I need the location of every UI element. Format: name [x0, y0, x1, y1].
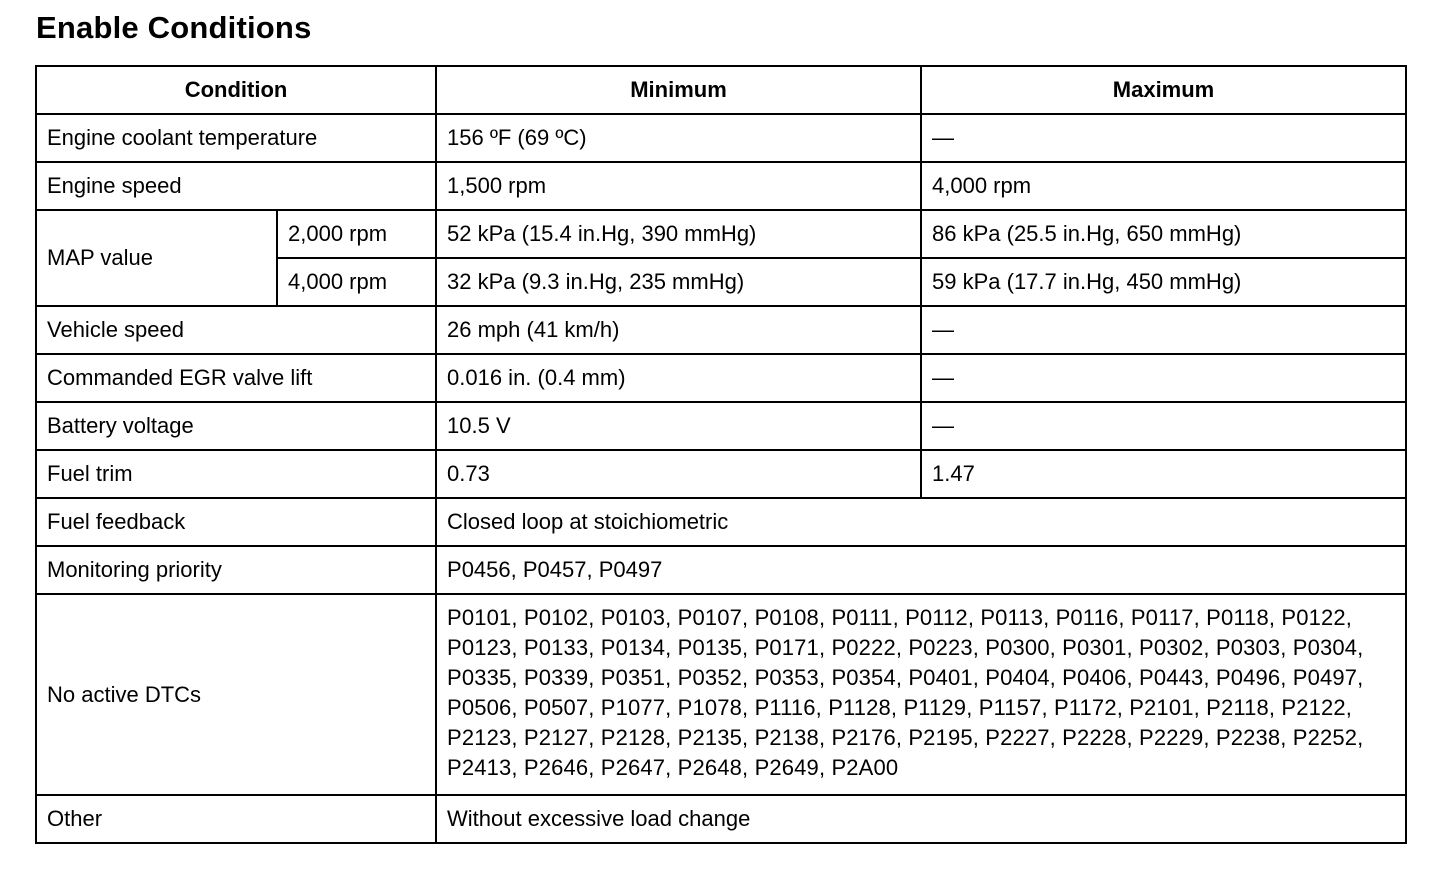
- sub-condition-rpm: 2,000 rpm: [277, 210, 436, 258]
- minimum-value: 156 ºF (69 ºC): [436, 114, 921, 162]
- condition-label: Vehicle speed: [36, 306, 436, 354]
- minimum-value: 0.016 in. (0.4 mm): [436, 354, 921, 402]
- table-row-vehicle-speed: [36, 306, 1406, 354]
- header-maximum: Maximum: [921, 66, 1406, 114]
- maximum-value: 1.47: [921, 450, 1406, 498]
- table-row-fuel-feedback: [36, 498, 1406, 546]
- table-row-battery-voltage: [36, 402, 1406, 450]
- minimum-value: 1,500 rpm: [436, 162, 921, 210]
- minimum-value: 0.73: [436, 450, 921, 498]
- condition-label: Engine coolant temperature: [36, 114, 436, 162]
- maximum-value: 86 kPa (25.5 in.Hg, 650 mmHg): [921, 210, 1406, 258]
- table-row-engine-speed: [36, 162, 1406, 210]
- minimum-value: 52 kPa (15.4 in.Hg, 390 mmHg): [436, 210, 921, 258]
- table-row-commanded-egr-valve-lift: [36, 354, 1406, 402]
- table-row-other: [36, 795, 1406, 843]
- minimum-value: 10.5 V: [436, 402, 921, 450]
- minimum-value: 26 mph (41 km/h): [436, 306, 921, 354]
- maximum-value: —: [921, 402, 1406, 450]
- enable-conditions-table: [35, 65, 1407, 844]
- condition-label: No active DTCs: [36, 594, 436, 795]
- condition-label: Battery voltage: [36, 402, 436, 450]
- header-row: [36, 66, 1406, 114]
- condition-label: Monitoring priority: [36, 546, 436, 594]
- header-minimum: Minimum: [436, 66, 921, 114]
- maximum-value: —: [921, 114, 1406, 162]
- header-condition: Condition: [36, 66, 436, 114]
- condition-label: Fuel trim: [36, 450, 436, 498]
- condition-label: Engine speed: [36, 162, 436, 210]
- condition-label: Fuel feedback: [36, 498, 436, 546]
- table-row-fuel-trim: [36, 450, 1406, 498]
- maximum-value: —: [921, 354, 1406, 402]
- condition-value: Without excessive load change: [436, 795, 1406, 843]
- maximum-value: 4,000 rpm: [921, 162, 1406, 210]
- table-row-engine-coolant-temperature: [36, 114, 1406, 162]
- table-row-map-value-2000: [36, 210, 1406, 258]
- condition-value: Closed loop at stoichiometric: [436, 498, 1406, 546]
- condition-label: Commanded EGR valve lift: [36, 354, 436, 402]
- condition-label: MAP value: [36, 210, 277, 306]
- minimum-value: 32 kPa (9.3 in.Hg, 235 mmHg): [436, 258, 921, 306]
- table-row-no-active-dtcs: [36, 594, 1406, 795]
- condition-value: P0456, P0457, P0497: [436, 546, 1406, 594]
- table-row-monitoring-priority: [36, 546, 1406, 594]
- sub-condition-rpm: 4,000 rpm: [277, 258, 436, 306]
- page-title: Enable Conditions: [36, 10, 312, 45]
- maximum-value: 59 kPa (17.7 in.Hg, 450 mmHg): [921, 258, 1406, 306]
- maximum-value: —: [921, 306, 1406, 354]
- dtc-list: P0101, P0102, P0103, P0107, P0108, P0111, P0112, P0113, P0116, P0117, P0118, P0122, P0123, P0133, P0134, P0135, P0171, P0222, P0223, P0300, P0301, P0302, P0303, P0304, P0335, P0339, P0351, P0352, P0353, P0354, P0401, P0404, P0406, P0443, P0496, P0497, P0506, P0507, P1077, P1078, P1116, P1128, P1129, P1157, P1172, P2101, P2118, P2122, P2123, P2127, P2128, P2135, P2138, P2176, P2195, P2227, P2228, P2229, P2238, P2252, P2413, P2646, P2647, P2648, P2649, P2A00: [436, 594, 1406, 795]
- condition-label: Other: [36, 795, 436, 843]
